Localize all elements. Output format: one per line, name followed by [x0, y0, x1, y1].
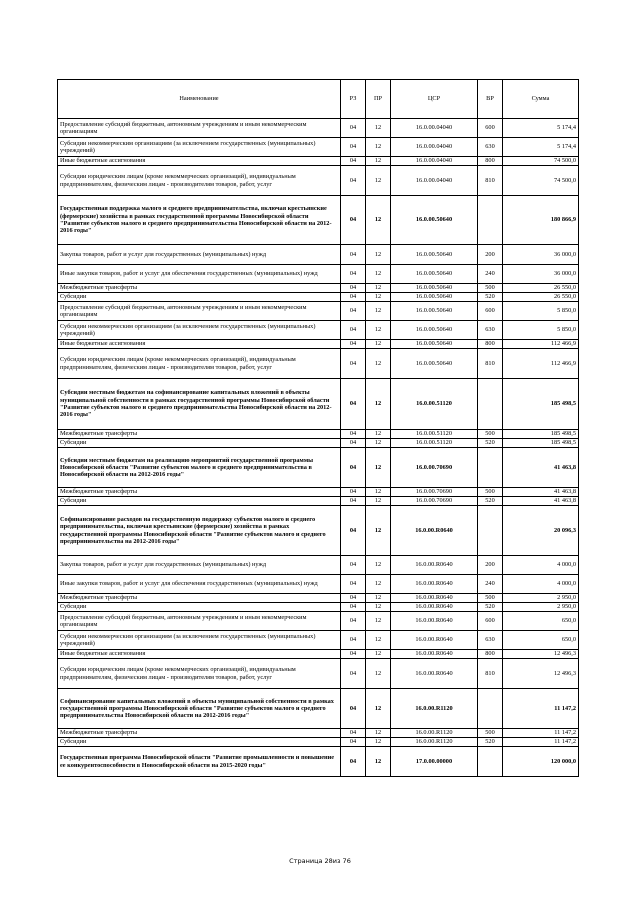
cell-sum: 2 950,0 [503, 594, 579, 603]
cell-vr: 520 [478, 738, 503, 747]
cell-name: Субсидии местным бюджетам на реализацию мероприятий государственной программы Новосибирской области "Развитие субъектов малого и среднего предпринимательства в Новосибирской области на 2012-2016 годы" [58, 448, 341, 488]
cell-sum: 120 000,0 [503, 747, 579, 777]
cell-vr: 600 [478, 119, 503, 138]
cell-vr: 200 [478, 556, 503, 575]
cell-name: Иные бюджетные ассигнования [58, 157, 341, 166]
cell-sum: 12 496,3 [503, 659, 579, 689]
col-header-pr: ПР [366, 80, 391, 119]
cell-vr: 810 [478, 349, 503, 379]
cell-pr: 12 [366, 689, 391, 729]
cell-rz: 04 [341, 138, 366, 157]
col-header-name: Наименование [58, 80, 341, 119]
table-row [58, 594, 579, 603]
table-row [58, 448, 579, 488]
cell-csr: 16.0.00.70690 [391, 488, 478, 497]
cell-csr: 16.0.00.R1120 [391, 738, 478, 747]
cell-pr: 12 [366, 293, 391, 302]
cell-name: Государственная поддержка малого и среднего предпринимательства, включая крестьянские (фермерские) хозяйства в рамках государственной программы Новосибирской области "Развитие субъектов малого и среднего предпринимательства Новосибирской области на 2012-2016 годы" [58, 196, 341, 245]
cell-name: Субсидии [58, 439, 341, 448]
cell-rz: 04 [341, 293, 366, 302]
cell-name: Межбюджетные трансферты [58, 284, 341, 293]
cell-vr: 240 [478, 575, 503, 594]
table-row [58, 603, 579, 612]
cell-pr: 12 [366, 659, 391, 689]
table-row [58, 321, 579, 340]
cell-csr: 16.0.00.51120 [391, 430, 478, 439]
cell-rz: 04 [341, 594, 366, 603]
cell-rz: 04 [341, 488, 366, 497]
cell-name: Субсидии некоммерческим организациям (за исключением государственных (муниципальных) учреждений) [58, 631, 341, 650]
cell-csr: 16.0.00.04040 [391, 166, 478, 196]
cell-name: Иные бюджетные ассигнования [58, 340, 341, 349]
cell-sum: 26 550,0 [503, 284, 579, 293]
cell-rz: 04 [341, 379, 366, 430]
cell-sum: 185 498,5 [503, 379, 579, 430]
table-row [58, 196, 579, 245]
cell-pr: 12 [366, 430, 391, 439]
cell-rz: 04 [341, 157, 366, 166]
cell-sum: 112 466,9 [503, 340, 579, 349]
cell-csr: 16.0.00.04040 [391, 138, 478, 157]
cell-rz: 04 [341, 650, 366, 659]
cell-vr: 630 [478, 138, 503, 157]
cell-rz: 04 [341, 284, 366, 293]
table-row [58, 659, 579, 689]
budget-table-sheet [57, 79, 578, 777]
cell-rz: 04 [341, 349, 366, 379]
cell-pr: 12 [366, 302, 391, 321]
cell-vr [478, 196, 503, 245]
cell-vr: 240 [478, 265, 503, 284]
cell-pr: 12 [366, 506, 391, 556]
cell-csr: 16.0.00.50640 [391, 245, 478, 265]
cell-vr: 200 [478, 245, 503, 265]
cell-csr: 16.0.00.50640 [391, 349, 478, 379]
cell-sum: 26 550,0 [503, 293, 579, 302]
table-row [58, 302, 579, 321]
table-row [58, 349, 579, 379]
cell-pr: 12 [366, 497, 391, 506]
page-footer: Страница 28из 76 [289, 857, 351, 865]
table-row [58, 119, 579, 138]
cell-sum: 4 000,0 [503, 575, 579, 594]
cell-sum: 650,0 [503, 612, 579, 631]
budget-table [57, 79, 579, 777]
cell-vr: 600 [478, 612, 503, 631]
cell-csr: 16.0.00.50640 [391, 196, 478, 245]
cell-pr: 12 [366, 196, 391, 245]
cell-csr: 16.0.00.R0640 [391, 603, 478, 612]
cell-name: Государственная программа Новосибирской области "Развитие промышленности и повышение ее конкурентоспособности в Новосибирской области на 2015-2020 годы" [58, 747, 341, 777]
cell-name: Субсидии [58, 738, 341, 747]
cell-sum: 36 000,0 [503, 265, 579, 284]
cell-sum: 20 096,3 [503, 506, 579, 556]
cell-pr: 12 [366, 284, 391, 293]
cell-rz: 04 [341, 603, 366, 612]
cell-sum: 185 498,5 [503, 439, 579, 448]
cell-csr: 16.0.00.04040 [391, 119, 478, 138]
cell-name: Закупка товаров, работ и услуг для государственных (муниципальных) нужд [58, 245, 341, 265]
table-row [58, 689, 579, 729]
cell-csr: 16.0.00.R0640 [391, 575, 478, 594]
cell-vr: 520 [478, 603, 503, 612]
cell-sum: 74 500,0 [503, 166, 579, 196]
cell-pr: 12 [366, 379, 391, 430]
cell-pr: 12 [366, 488, 391, 497]
cell-vr: 800 [478, 157, 503, 166]
cell-sum: 74 500,0 [503, 157, 579, 166]
cell-name: Предоставление субсидий бюджетным, автономным учреждениям и иным некоммерческим организациям [58, 612, 341, 631]
cell-pr: 12 [366, 603, 391, 612]
table-row [58, 506, 579, 556]
table-row [58, 245, 579, 265]
cell-name: Иные бюджетные ассигнования [58, 650, 341, 659]
cell-csr: 16.0.00.50640 [391, 284, 478, 293]
cell-rz: 04 [341, 439, 366, 448]
cell-pr: 12 [366, 631, 391, 650]
cell-csr: 16.0.00.R1120 [391, 729, 478, 738]
cell-name: Субсидии [58, 497, 341, 506]
table-row [58, 379, 579, 430]
cell-csr: 16.0.00.R0640 [391, 594, 478, 603]
cell-sum: 5 850,0 [503, 321, 579, 340]
col-header-rz: РЗ [341, 80, 366, 119]
cell-sum: 180 866,9 [503, 196, 579, 245]
cell-rz: 04 [341, 612, 366, 631]
col-header-csr: ЦСР [391, 80, 478, 119]
cell-rz: 04 [341, 245, 366, 265]
table-row [58, 650, 579, 659]
cell-name: Межбюджетные трансферты [58, 729, 341, 738]
cell-sum: 41 463,8 [503, 497, 579, 506]
cell-name: Субсидии [58, 603, 341, 612]
cell-vr: 800 [478, 650, 503, 659]
cell-sum: 5 174,4 [503, 119, 579, 138]
cell-pr: 12 [366, 556, 391, 575]
cell-name: Софинансирование капитальных вложений в объекты муниципальной собственности в рамках государственной программы Новосибирской области "Развитие субъектов малого и среднего предпринимательства Новосибирской области на 2012-2016 годы" [58, 689, 341, 729]
cell-pr: 12 [366, 612, 391, 631]
table-row [58, 340, 579, 349]
cell-name: Субсидии [58, 293, 341, 302]
table-row [58, 284, 579, 293]
cell-vr: 800 [478, 340, 503, 349]
cell-vr: 520 [478, 293, 503, 302]
cell-csr: 16.0.00.51120 [391, 439, 478, 448]
cell-rz: 04 [341, 196, 366, 245]
cell-pr: 12 [366, 166, 391, 196]
cell-vr [478, 689, 503, 729]
cell-pr: 12 [366, 157, 391, 166]
table-body [58, 119, 579, 777]
cell-sum: 112 466,9 [503, 349, 579, 379]
table-row [58, 497, 579, 506]
cell-name: Межбюджетные трансферты [58, 594, 341, 603]
cell-sum: 11 147,2 [503, 729, 579, 738]
cell-sum: 650,0 [503, 631, 579, 650]
col-header-vr: ВР [478, 80, 503, 119]
cell-sum: 41 463,8 [503, 488, 579, 497]
cell-vr: 810 [478, 166, 503, 196]
cell-csr: 16.0.00.R0640 [391, 556, 478, 575]
cell-rz: 04 [341, 631, 366, 650]
cell-pr: 12 [366, 448, 391, 488]
cell-csr: 16.0.00.04040 [391, 157, 478, 166]
cell-rz: 04 [341, 747, 366, 777]
cell-vr: 520 [478, 439, 503, 448]
header-row [58, 80, 579, 119]
cell-csr: 16.0.00.R0640 [391, 631, 478, 650]
cell-name: Иные закупки товаров, работ и услуг для обеспечения государственных (муниципальных) нужд [58, 265, 341, 284]
table-row [58, 439, 579, 448]
cell-rz: 04 [341, 556, 366, 575]
cell-rz: 04 [341, 448, 366, 488]
cell-csr: 16.0.00.70690 [391, 497, 478, 506]
cell-rz: 04 [341, 497, 366, 506]
cell-pr: 12 [366, 729, 391, 738]
table-row [58, 157, 579, 166]
cell-pr: 12 [366, 594, 391, 603]
cell-vr [478, 747, 503, 777]
cell-name: Межбюджетные трансферты [58, 488, 341, 497]
cell-rz: 04 [341, 738, 366, 747]
cell-csr: 16.0.00.50640 [391, 302, 478, 321]
cell-pr: 12 [366, 119, 391, 138]
cell-csr: 16.0.00.R0640 [391, 659, 478, 689]
cell-rz: 04 [341, 166, 366, 196]
cell-name: Субсидии юридическим лицам (кроме некоммерческих организаций), индивидуальным предпринимателям, физическим лицам - производителям товаров, работ, услуг [58, 349, 341, 379]
cell-sum: 12 496,3 [503, 650, 579, 659]
cell-csr: 16.0.00.R0640 [391, 506, 478, 556]
cell-vr: 630 [478, 631, 503, 650]
cell-vr: 500 [478, 594, 503, 603]
cell-rz: 04 [341, 119, 366, 138]
cell-rz: 04 [341, 729, 366, 738]
cell-name: Закупка товаров, работ и услуг для государственных (муниципальных) нужд [58, 556, 341, 575]
cell-vr: 500 [478, 488, 503, 497]
cell-pr: 12 [366, 747, 391, 777]
cell-name: Предоставление субсидий бюджетным, автономным учреждениям и иным некоммерческим организациям [58, 302, 341, 321]
cell-sum: 41 463,8 [503, 448, 579, 488]
table-row [58, 575, 579, 594]
cell-vr: 600 [478, 302, 503, 321]
cell-name: Софинансирование расходов на государственную поддержку субъектов малого и среднего предпринимательства, включая крестьянские (фермерские) хозяйства в рамках государственной программы Новосибирской области "Развитие субъектов малого и среднего предпринимательства на 2012-2016 годы" [58, 506, 341, 556]
cell-rz: 04 [341, 265, 366, 284]
cell-pr: 12 [366, 321, 391, 340]
cell-csr: 16.0.00.R0640 [391, 650, 478, 659]
cell-pr: 12 [366, 650, 391, 659]
table-row [58, 747, 579, 777]
cell-csr: 16.0.00.70690 [391, 448, 478, 488]
cell-vr: 630 [478, 321, 503, 340]
cell-pr: 12 [366, 340, 391, 349]
cell-pr: 12 [366, 245, 391, 265]
cell-pr: 12 [366, 439, 391, 448]
cell-csr: 16.0.00.R1120 [391, 689, 478, 729]
table-row [58, 738, 579, 747]
table-row [58, 430, 579, 439]
table-row [58, 631, 579, 650]
cell-csr: 16.0.00.50640 [391, 265, 478, 284]
cell-rz: 04 [341, 659, 366, 689]
cell-pr: 12 [366, 138, 391, 157]
cell-csr: 16.0.00.51120 [391, 379, 478, 430]
cell-rz: 04 [341, 689, 366, 729]
cell-sum: 5 850,0 [503, 302, 579, 321]
cell-name: Субсидии юридическим лицам (кроме некоммерческих организаций), индивидуальным предпринимателям, физическим лицам - производителям товаров, работ, услуг [58, 659, 341, 689]
cell-vr: 520 [478, 497, 503, 506]
cell-csr: 16.0.00.50640 [391, 293, 478, 302]
cell-vr: 500 [478, 430, 503, 439]
cell-name: Иные закупки товаров, работ и услуг для обеспечения государственных (муниципальных) нужд [58, 575, 341, 594]
table-row [58, 293, 579, 302]
table-row [58, 265, 579, 284]
table-row [58, 612, 579, 631]
cell-name: Предоставление субсидий бюджетным, автономным учреждениям и иным некоммерческим организациям [58, 119, 341, 138]
cell-vr [478, 506, 503, 556]
cell-rz: 04 [341, 506, 366, 556]
cell-name: Субсидии некоммерческим организациям (за исключением государственных (муниципальных) учреждений) [58, 138, 341, 157]
cell-pr: 12 [366, 575, 391, 594]
cell-pr: 12 [366, 738, 391, 747]
cell-vr: 500 [478, 729, 503, 738]
cell-sum: 2 950,0 [503, 603, 579, 612]
cell-name: Субсидии некоммерческим организациям (за исключением государственных (муниципальных) учреждений) [58, 321, 341, 340]
col-header-sum: Сумма [503, 80, 579, 119]
cell-vr [478, 379, 503, 430]
table-row [58, 729, 579, 738]
cell-sum: 4 000,0 [503, 556, 579, 575]
cell-csr: 16.0.00.R0640 [391, 612, 478, 631]
cell-rz: 04 [341, 430, 366, 439]
cell-rz: 04 [341, 321, 366, 340]
cell-rz: 04 [341, 340, 366, 349]
cell-sum: 36 000,0 [503, 245, 579, 265]
cell-csr: 16.0.00.50640 [391, 321, 478, 340]
table-row [58, 488, 579, 497]
table-row [58, 166, 579, 196]
cell-pr: 12 [366, 349, 391, 379]
cell-vr: 810 [478, 659, 503, 689]
cell-pr: 12 [366, 265, 391, 284]
cell-vr [478, 448, 503, 488]
cell-name: Субсидии юридическим лицам (кроме некоммерческих организаций), индивидуальным предпринимателям, физическим лицам - производителям товаров, работ, услуг [58, 166, 341, 196]
cell-vr: 500 [478, 284, 503, 293]
cell-rz: 04 [341, 302, 366, 321]
cell-name: Межбюджетные трансферты [58, 430, 341, 439]
table-row [58, 556, 579, 575]
table-row [58, 138, 579, 157]
cell-csr: 16.0.00.50640 [391, 340, 478, 349]
cell-name: Субсидии местным бюджетам на софинансирование капитальных вложений в объекты муниципальной собственности в рамках государственной программы Новосибирской области "Развитие субъектов малого и среднего предпринимательства Новосибирской области на 2012-2016 годы" [58, 379, 341, 430]
cell-rz: 04 [341, 575, 366, 594]
cell-sum: 11 147,2 [503, 689, 579, 729]
cell-csr: 17.0.00.00000 [391, 747, 478, 777]
cell-sum: 5 174,4 [503, 138, 579, 157]
cell-sum: 11 147,2 [503, 738, 579, 747]
cell-sum: 185 498,5 [503, 430, 579, 439]
